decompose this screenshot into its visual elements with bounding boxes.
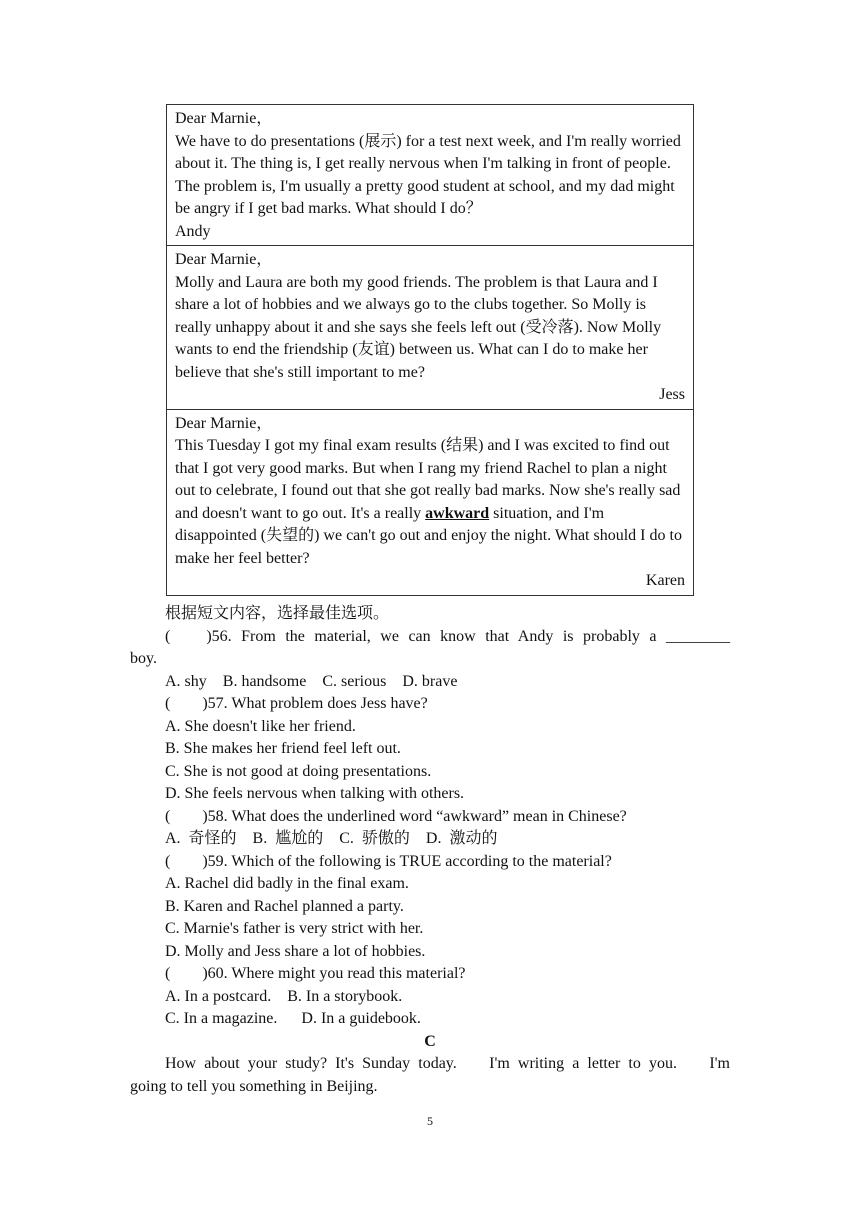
question-57: ( )57. What problem does Jess have?: [165, 695, 428, 712]
letter-body: Molly and Laura are both my good friends. The problem is that Laura and I share a lot of hobbies and we always go to the clubs together. So Molly is really unhappy about it and she says she feels left out (受冷落). Now Molly wants to end the friendship (友谊) between us. What can I do to make her believe that she's still important to me?: [175, 273, 662, 381]
underlined-keyword: awkward: [425, 504, 490, 522]
question-57-option-b: B. She makes her friend feel left out.: [165, 740, 401, 757]
letter-body-part: situation, and I'm disappointed (失望的) we can't go out and enjoy the night. What should I do to make her feel better?: [175, 504, 682, 567]
page-number: 5: [427, 1114, 433, 1128]
question-58: ( )58. What does the underlined word “awkward” mean in Chinese?: [165, 807, 627, 825]
question-60-options-cd: C. In a magazine. D. In a guidebook.: [165, 1010, 421, 1027]
question-57-option-c: C. She is not good at doing presentations.: [165, 762, 432, 780]
letter-karen: [167, 409, 693, 595]
section-heading: C: [424, 1032, 436, 1050]
questions-section: [130, 603, 730, 1098]
letter-signature: Andy: [175, 222, 211, 240]
question-59-option-d: D. Molly and Jess share a lot of hobbies.: [165, 942, 426, 960]
letter-andy: [167, 105, 693, 245]
letter-greeting: Dear Marnie，: [175, 110, 273, 127]
question-58-options: A. 奇怪的 B. 尴尬的 C. 骄傲的 D. 激动的: [165, 830, 498, 847]
letter-greeting: Dear Marnie，: [175, 414, 273, 432]
question-59: ( )59. Which of the following is TRUE according to the material?: [165, 852, 612, 870]
question-59-option-c: C. Marnie's father is very strict with her.: [165, 920, 424, 937]
question-57-option-a: A. She doesn't like her friend.: [165, 717, 356, 735]
question-57-option-d: D. She feels nervous when talking with others.: [165, 785, 465, 802]
letter-signature: Karen: [645, 572, 685, 589]
letter-body-part: This Tuesday I got my final exam results (结果) and I was excited to find out that I got very good marks. But when I rang my friend Rachel to plan a night out to celebrate, I found out that she got really bad marks. Now she's really sad and doesn't want to go out. It's a really: [175, 437, 681, 522]
question-56: [130, 626, 730, 649]
letter-jess: [167, 245, 693, 409]
question-59-option-b: B. Karen and Rachel planned a party.: [165, 897, 404, 915]
passage-line: How about your study? It's Sunday today. I'm writing a letter to you. I'm: [165, 1055, 730, 1072]
letter-greeting: Dear Marnie，: [175, 251, 273, 268]
question-text: )56. From the material, we can know that Andy is probably a ________: [206, 627, 730, 645]
letter-signature: Jess: [659, 386, 685, 403]
letter-body: We have to do presentations (展示) for a test next week, and I'm really worried about it. The thing is, I get really nervous when I'm talking in front of people. The problem is, I'm usually a pretty good student at school, and my dad might be angry if I get bad marks. What should I do？: [175, 132, 681, 217]
letter-body: [175, 435, 685, 570]
question-59-option-a: A. Rachel did badly in the final exam.: [165, 875, 409, 892]
instruction: 根据短文内容，选择最佳选项。: [165, 605, 390, 622]
question-60-options-ab: A. In a postcard. B. In a storybook.: [165, 987, 403, 1005]
question-56-options: A. shy B. handsome C. serious D. brave: [165, 672, 458, 690]
passage-line: going to tell you something in Beijing.: [130, 1077, 378, 1095]
question-60: ( )60. Where might you read this material?: [165, 965, 466, 982]
letters-table: [166, 104, 694, 596]
answer-bracket: (: [165, 627, 171, 645]
question-56-continuation: boy.: [130, 650, 157, 667]
